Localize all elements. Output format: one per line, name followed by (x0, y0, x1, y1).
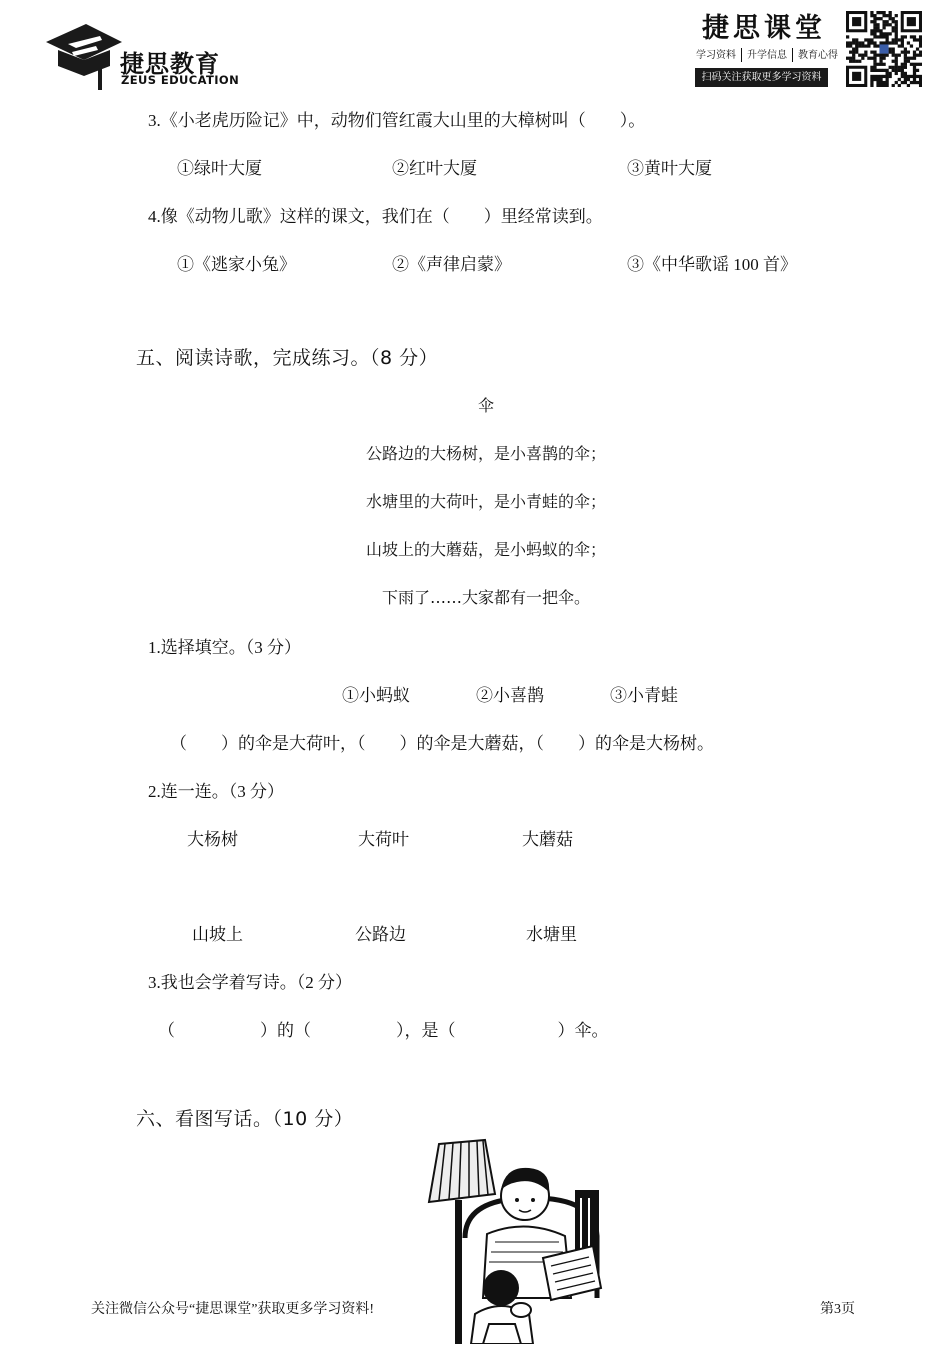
subquestion-3-stem: 3.我也会学着写诗。（2 分） (148, 973, 352, 992)
brand-menu (696, 46, 838, 62)
poem-title: 伞 (477, 396, 494, 415)
match-item-bottom: 水塘里 (526, 925, 577, 944)
logo-subtitle: ZEUS EDUCATION (121, 73, 240, 87)
match-item-top: 大杨树 (187, 830, 238, 849)
logo-name: 捷思教育 (120, 50, 220, 78)
reading-family-illustration (425, 1138, 615, 1344)
poem-line: 山坡上的大蘑菇，是小蚂蚁的伞； (365, 540, 606, 559)
subquestion-1-stem: 1.选择填空。（3 分） (148, 638, 301, 657)
question-4-option: ①《逃家小兔》 (177, 255, 296, 274)
question-3-option: ③黄叶大厦 (627, 159, 712, 178)
fill-in-sentence: （ ）的伞是大荷叶，（ ）的伞是大蘑菇，（ ）的伞是大杨树。 (170, 734, 714, 753)
brand-menu-item: 升学信息 (747, 50, 787, 61)
brand-banner: 扫码关注获取更多学习资料 (695, 68, 828, 87)
question-3-option: ①绿叶大厦 (177, 159, 262, 178)
choice-option: ①小蚂蚁 (342, 686, 410, 705)
brand-menu-item: 学习资料 (696, 50, 736, 61)
footer-note: 关注微信公众号“捷思课堂”获取更多学习资料! (91, 1302, 375, 1317)
brand-menu-item: 教育心得 (798, 50, 838, 61)
poem-line: 公路边的大杨树，是小喜鹊的伞； (365, 444, 606, 463)
choice-option: ③小青蛙 (610, 686, 678, 705)
match-item-bottom: 公路边 (355, 925, 406, 944)
poem-writing-blank: （ ）的（ ），是（ ）伞。 (158, 1021, 609, 1040)
section-6-title: 六、看图写话。（10 分） (136, 1108, 354, 1130)
section-5-title: 五、阅读诗歌，完成练习。（8 分） (136, 347, 439, 369)
page-number: 第3页 (820, 1302, 855, 1317)
brand-title: 捷思课堂 (702, 13, 826, 44)
poem-line: 下雨了……大家都有一把伞。 (381, 588, 590, 607)
question-4-option: ③《中华歌谣 100 首》 (627, 255, 797, 274)
qr-code-icon (846, 11, 922, 87)
poem-line: 水塘里的大荷叶，是小青蛙的伞； (365, 492, 606, 511)
question-4-option: ②《声律启蒙》 (392, 255, 511, 274)
choice-option: ②小喜鹊 (476, 686, 544, 705)
subquestion-2-stem: 2.连一连。（3 分） (148, 782, 284, 801)
match-item-bottom: 山坡上 (192, 925, 243, 944)
question-4-stem: 4.像《动物儿歌》这样的课文，我们在（ ）里经常读到。 (148, 207, 603, 226)
match-item-top: 大荷叶 (358, 830, 409, 849)
question-3-option: ②红叶大厦 (392, 159, 477, 178)
question-3-stem: 3.《小老虎历险记》中，动物们管红霞大山里的大樟树叫（ ）。 (148, 111, 646, 130)
match-item-top: 大蘑菇 (522, 830, 573, 849)
